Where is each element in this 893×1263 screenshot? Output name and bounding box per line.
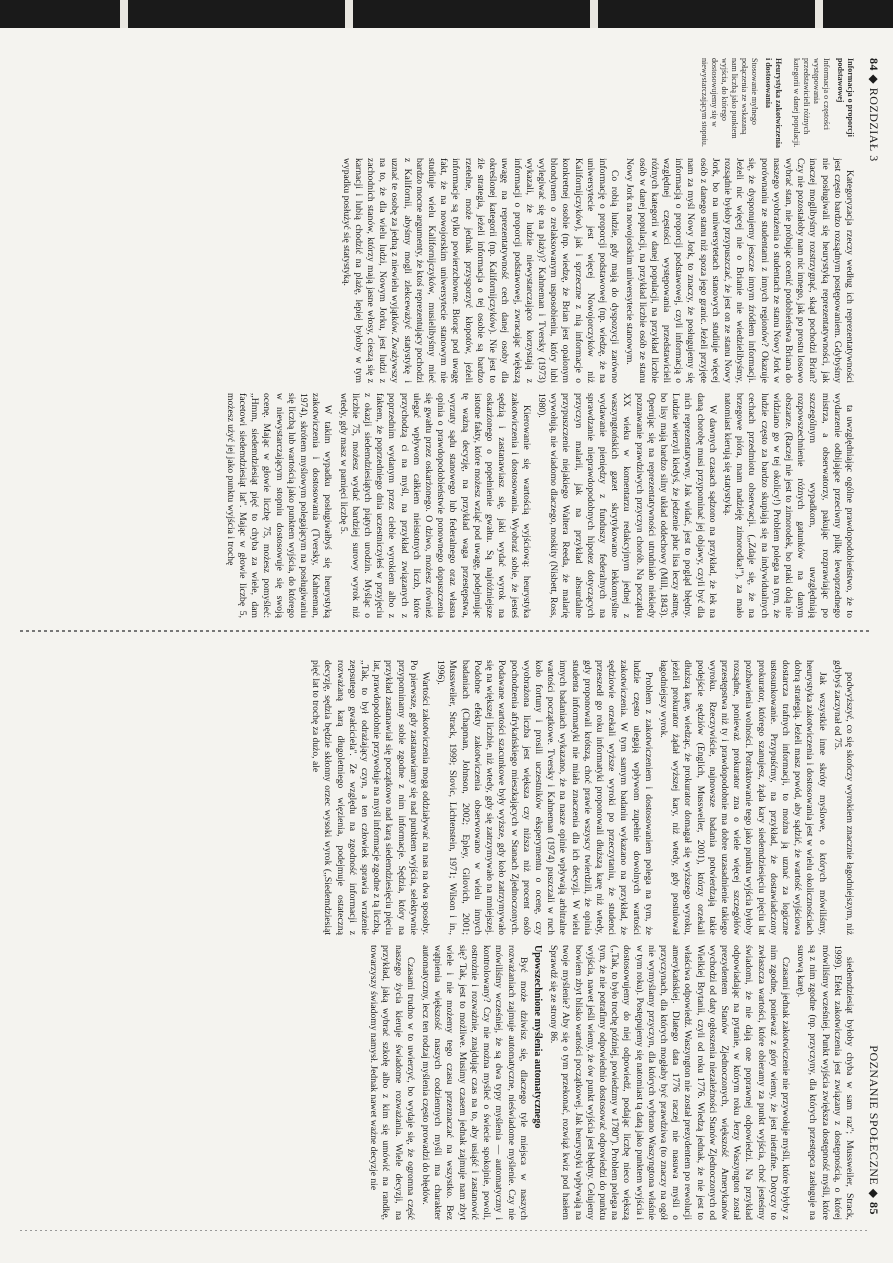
paragraph: Problem z zakotwiczeniem i dostosowaniem polega na tym, że ludzie często ulegają wpływom zupełnie dowolnych wartości zakotwiczenia. W tym samym badaniu wykazano na przykład, że sędziowie orzekali wyższe wyroki po przeczytaniu, że studenci przeszedł go roku informatyki proponowali dłuższą karę niż wtedy, gdy proponowali krótszą, choć prawie wszyscy twierdzili, że opinia studenta informatyki nie miała znaczenia dla ich decyzji. W wielu innych badaniach wykazano, że na nasze opinie wpływają arbitralne wartości początkowe. Tversky i Kahneman (1974) puszczali w ruch koło fortuny i prosili uczestników eksperymentu o ocenę, czy wyobrażona liczba jest większa czy niższa niż procent osób pochodzenia afrykańskiego mieszkających w Stanach Zjednoczonych. Podawane wartości szacunkowe były wyższe, gdy koło zatrzymywało się na większej liczbie, niż wtedy, gdy się zatrzymywało na mniejszej. Podobne efekty zakotwiczenia obserwowano w wielu innych badaniach (Chapman, Johnson, 2002; Epley, Gilovich, 2001; Mussweiler, Strack, 1999; Slovic, Lichtenstein, 1971; Wilson i in., 1996). (435, 660, 654, 935)
paragraph: Wartości zakotwiczenia mogą oddziaływać na nas na dwa sposoby. Po pierwsze, gdy zastanawiamy się nad punktem wyjścia, selektywnie przypominamy sobie zgodne z nim informacje. Sędzia, który na przykład zastanawiał się początkowo nad karą siedemdziesięciu pięciu lat, prawdopodobnie przywołuje na myśl informacje zgodne z tą liczbą, ,,Tak, to był odrażający czyn, a ten człowiek sprawia wrażenie zepsutego gwałciciela''. Ze względu na zgodność informacji z rozważaną karą długoletniego więzienia, podejmuje ostateczną decyzję, sędzia będzie skłonny orzec wysoki wyrok (,,Siedemdziesiąt pięć lat to trochę za dużo, ale (310, 660, 432, 935)
margin-glossary (295, 58, 855, 148)
paragraph: Jak wszystkie inne skróty myślowe, o których mówiliśmy, heurystyka zakotwiczenia i dostosowania jest w wielu okolicznościach dobrą strategią. Jeżeli masz powód, aby sądzić, że wartość wyjściowa dostarcza trafnych informacji, to można ją uznać za logiczne ustosunkowanie. Przypuśćmy, na przykład, że dostawiadczony prokurator, którego szanujesz, żąda kary siedemdziesięciu pięciu lat pozbawienia wolności. Potraktowanie tego jako punktu wyjścia byłoby rozsądne, ponieważ prokurator zna o wiele więcej szczegółów przestępstwa niż ty i prawdopodobnie ma dobre uzasadnienie takiego wyroku. Rzeczywiście, najnowsze badania potwierdzają takie podejście sędziów (Englich, Mussweiler, 2001), którzy orzekali dłuższą karę, wiedząc, że prokurator domagał się wyższego wyroku, jeżeli prokurator żądał wyższej kary, niż wtedy, gdy postulował łagodniejszy wyrok. (657, 660, 828, 935)
text-column (224, 393, 855, 618)
paragraph: Być może dziwisz się, dlaczego tyle miejsca w naszych rozważaniach zajmuje automatyczne, nieświadome myślenie. Czy nie mówiliśmy wcześniej, że są dwa typy myślenia — automatyczny i kontrolowany? Czy nie można myśleć o świecie spokojnie, powoli, ostrożnie i rozważnie, znajdując czas na to, aby usiąść i zastanowić się? Tak, jest to możliwe. Musimy czasem jednak zajmuje nam zbyt wiele i nie możemy tego czasu przeznaczać na wszystko. Bez wątpienia większość naszych codziennych myśli ma charakter automatyczny, lecz ten rodzaj myślenia często prowadzi do błędów. (420, 945, 529, 1220)
paragraph: ta uwzględniając ogólne prawdopodobieństwo, że to wydarzenie odbijające przeciwny pilkę lewoprzednego mistrza, a obserwatorzy, pakując rozprawiając po szczególnym wypadkom, uwzględniają rozpowszechnienie różnych gatunków na danym obszarze. (Raczej nie jest to zimorodek, bo ptaki dolą nie widziano go w tej okolicy!) Problem polega na tym, że ludzie często za bardzo skupiają się na indywidualnych cechach przedmiotu obserwacji. (,,Zdaje się, że na brzegowe pióra, mam nadzieję zimorodka!''), za mało natomiast kierują się statystyką. (721, 393, 855, 618)
paragraph: Co robią ludzie, gdy mają do dyspozycji zarówno informację o proporcji podstawowej (np. wiedzę, że na uniwersytecie jest więcej Nowojorczyków niż Kalifornijczyków), jak i sprzeczne z nią informacje o konkretnej osobie (np. wiedzę, że Brian jest opalonym blondynem o zrelaksowanym usposobieniu, który lubi wylegiwać się na plaży)? Kahneman i Tversky (1973) wykazali, że ludzie niewystarczająco korzystają z informacji o proporcji podstawowej, zwracając większą uwagę na reprezentatywność cech danej osoby dla określonej kategorii (np. Kalifornijczyków). Nie jest to źle strategia, jeżeli informacja o tej osobie są bardzo rzetelne, może jednak przysporzyć kłopotów, jeżeli informacje są tylko powierzchowne. Biorąc pod uwagę fakt, że na nowojorskim uniwersytecie stanowym nie studiuje wielu Kalifornijczyków, musielibyśmy mieć bardzo mocne argumenty, że ktoś reprezentujący pochodzi z Kalifornii, abyśmy mogli zlekceważyć statystykę i uznać te osobę za jedną z niewielu wyjątków. Zważywszy na to, że dla wielu ludzi, Nowym Jorku, jest ludzi z zachodnich stanów, którzy mają jasne włosy, cieszą się z karnacji i lubią chodzić na plażę, lepiej byłoby w tym wypadku posłużyć się statystyką. (340, 158, 621, 383)
scan-border-top (0, 0, 893, 28)
scan-tick (120, 0, 128, 28)
glossary-term: Heurystyka zakotwiczenia i dostosowania (764, 58, 783, 148)
scan-edge-line (20, 1230, 870, 1231)
glossary-definition: Informacja o częstości występowania przedstawicieli różnych kategorii w danej populacji. (792, 58, 831, 148)
glossary-term: Informacja o proporcji podstawowej (836, 58, 855, 137)
glossary-definition: Stosowanie mylnego połączenia ze wskazaną nam liczbą jako punktem wyjścia, do którego dostosowujemy się w niewystarczającym stopniu. (700, 58, 759, 147)
paragraph: W takim wypadku posługiwałbyś się heurystyką zakotwiczenia i dostosowania (Tversky, Kahneman, 1974), skrótem myślowym polegającym na posługiwaniu się liczbą lub wartością jako punktem wyjścia, do którego w niewystarczającym stopniu dostosowuje się swoją ocenę. Mając w głowie liczbę 75, możesz pomyśleć: ,,Hmm, siedemdziesiąt pięć to chyba za wiele, dam facetowi siedemdziesiąt lat''. Mając w głowie liczbę 5, możesz użyć jej jako punktu wyjścia i trochę (224, 393, 334, 618)
text-column (295, 660, 855, 935)
scan-tick (815, 0, 823, 28)
page-number: 85 (867, 1202, 881, 1215)
running-head: 84 ◆ ROZDZIAŁ 3 (867, 58, 881, 162)
text-column (295, 158, 855, 383)
page-number: 84 (867, 58, 881, 71)
paragraph: podwyższyć, co się skończy wyrokiem znacznie łagodniejszym, niż gdybyś zaczynał od 75. (831, 660, 855, 935)
scan-tick (345, 0, 353, 28)
paragraph: Kierowanie się wartością wyjściową: heurystyka zakotwiczenia i dostosowania. Wyobraź sobie, że jesteś sędzią i zastanawiasz się, jaki wydać wyrok na oskarżonego o popełnienie gwałtu. Są najróżniejsze istotne fakty, które możesz wziąć pod uwagę, podejmując tę ważną decyzję, na przykład waga przestępstwa, wyrzuty sądu stanowego lub federalnego oraz własna opinia o prawdopodobieństwie ponownego dopuszczenia się gwałtu przez oskarżonego. O dziwo, możesz również ulegać wpływom całkiem nieistotnych liczb, które przychodzą ci na myśl, na przykład związanych z poprzednim wydanym przez ciebie wyrokiem albo z faktem, że poprzedniego dnia uczestniczyłeś w przyjęciu z okazji siedemdziesiątych piątych urodzin. Myśląc o liczbie 75, możesz wydać bardziej surowy wyrok niż wtedy, gdy masz w pamięci liczbę 5. (337, 393, 532, 618)
paragraph: W dawnych czasach sądzono na przykład, że lek na daną chorobę musi przypominać jej objawy, czyli być dla nich reprezentatywny. Jak widać, jest to pogląd błędny. Ludzie wierzyli kiedyś, że jedzenie płuc lisa leczy astmę, bo lisy mają bardzo silny układ oddechowy (Mill, 1843). Operując się na reprezentatywności utrudniało niekiedy poznawanie prawdziwych przyczyn chorób. Na początku XX wieku w komentarzu redakcyjnym jednej z waszyngtońskich gazet skrytykowano lekkomyślne wydawanie pieniędzy z funduszy federalnych na sprawdzanie nieprawdopodobnych hipotez dotyczących przyczyn malarii, jak na przykład absurdalne przypuszczenie niejakiego Waltera Reeda, że malarię wywołują, nie wiadomo dlaczego, moskity (Nisbett, Ross, 1980). (535, 393, 718, 618)
paragraph: siedemdziesiąt byłoby chyba w sam raz''; Mussweiler, Strack, 1999). Efekt zakotwiczenia jest związany z dostępnością, o której mówiliśmy wcześniej. Punkt wyjścia zwiększa dostępność myśli, które są z nim zgodne (np. przyczyny, dla których przestępca zasługuje na surową karę). (795, 945, 855, 1220)
page-divider (20, 630, 870, 632)
book-page-85 (25, 640, 885, 1235)
chapter-title: ROZDZIAŁ 3 (867, 87, 881, 162)
text-column (295, 945, 855, 1220)
section-title: POZNANIE SPOŁECZNE (867, 1045, 881, 1186)
running-head: POZNANIE SPOŁECZNE ◆ 85 (867, 1045, 881, 1215)
book-page-84 (25, 38, 885, 633)
paragraph: Czasami jednak zakotwiczenie nie przywołuje myśli, które byłyby z nim zgodne, ponieważ z góry wiemy, że jest nietrafne. Dotyczy to zwłaszcza wartości, które obieramy za punkt wyjścia, choć jesteśmy świadomi, że nie dają one poprawnej odpowiedzi. Na przykład odpowiadając na pytanie, w którym roku Jerzy Waszyngton został prezydentem Stanów Zjednoczonych, większość Amerykanów wychodzi od daty ogłoszenia niezależności Stanów Zjednoczonych od Wielkiej Brytanii, czyli od roku 1776. Wiedzą jednak, że nie jest to właściwa odpowiedź. Waszyngton nie został prezydentem po rewolucji amerykańskiej. Dlatego data 1776 raczej nie nasuwa myśli o przyczynach, dla których mogłaby być prawdziwa (to znaczy na ogół nie wymyślamy przyczyn, dla których wybrano Waszyngtona właśnie w tym roku). Postępujemy się natomiast tą datą jako punktem wyjścia i dostosowujemy do niej odpowiedź, podając liczbę nieco większą (,,Tak, to było trochę później, powiedzmy w 1780''). Problem polega na tym, że nie potrafimy odpowiednio dostosować odpowiedzi do punktu wyjścia, nawet jeśli wiemy, że ów punkt wyjścia jest błędny. Celujemy bowiem zbyt blisko wartości początkowej. Jak heurystyki wpływają na twoje myślenie? Aby się o tym przekonać, rozwiąż kwiz pod hasłem Sprawdź się ze strony 86. (548, 945, 791, 1220)
paragraph: Czasami trudno w to uwierzyć, bo wydaje się, że ogromna część naszego życia kieruje świadome rozważania. Wiele decyzji, na przykład, jaką wybrać szkołę albo z kim się umówić na randkę, towarzyszy świadomy namysł. Jednak nawet ważne decyzje nie (368, 945, 416, 1220)
section-heading: Upowszechnione myślenia automatycznego (531, 945, 543, 1129)
paragraph: Kategoryzacja rzeczy według ich reprezentatywności jest często bardzo rozsądnym postępowaniem. Gdybyśmy nie posługiwali się heurystyką reprezentatywności, jak inaczej moglibyśmy rozstrzygnąć, skąd pochodzi Brian? Czy nie pozostałoby nam nic innego, jak po prostu losowo wybrać stan, nie próbując ocenić podobieństwa Briana do naszego wyobrażenia o studentach ze stanu Nowy Jork w porównaniu ze studentami z innych regionów? Okazuje się, że dysponujemy jeszcze innym źródłem informacji. Jeżeli nic więcej nie o Brianie nie wiedzielibyśmy, rozsądnie byłoby przypuszczać, że jest on ze stanu Nowy Jork, bo na uniwersytetach stanowych studiuje więcej osób z danego stanu niż spoza jego granic. Jeżeli przyjęte nam za myśl Nowy Jork, to znaczy, że posługujemy się informacją o proporcji podstawowej, czyli informacją o względnej częstości występowania przedstawicieli różnych kategorii w danej populacji, na przykład liczbie osób w danej populacji, na przykład liczbie osób ze stanu Nowy Jork na nowojorskim uniwersytecie stanowym. (624, 158, 855, 383)
scan-tick (590, 0, 598, 28)
